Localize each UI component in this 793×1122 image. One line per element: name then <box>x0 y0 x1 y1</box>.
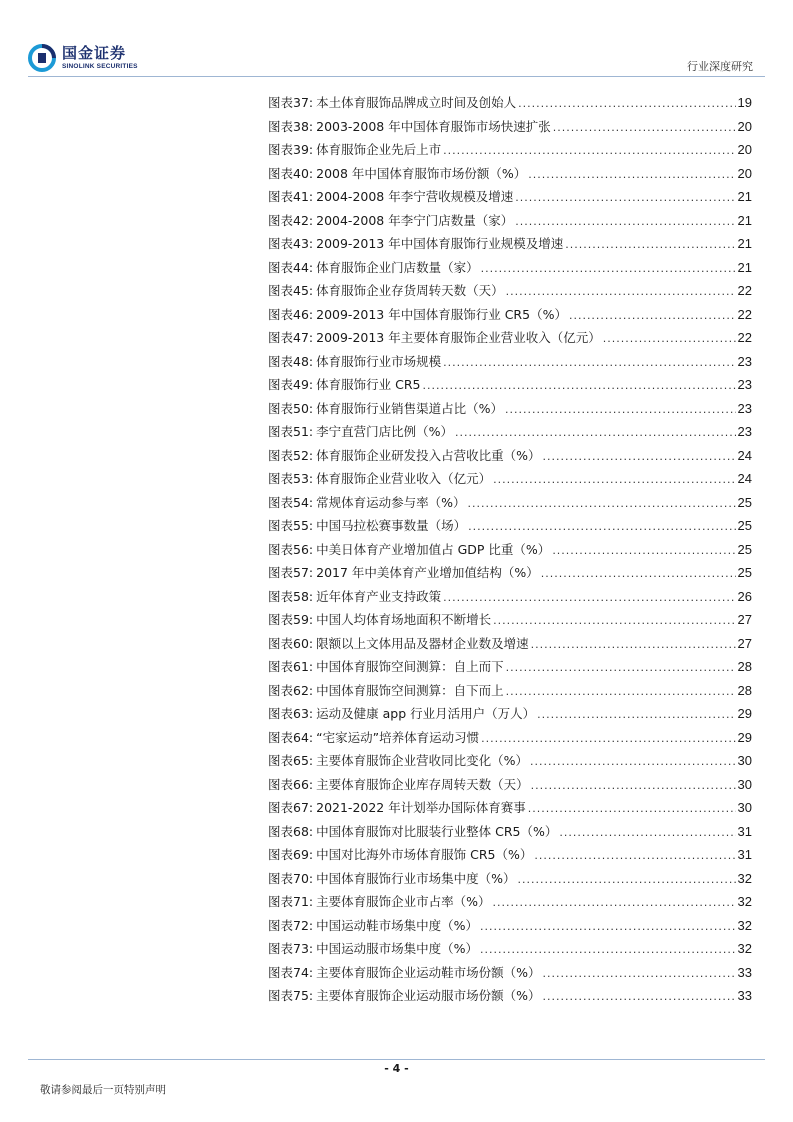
toc-entry-page: 25 <box>737 494 752 510</box>
logo-english-name: SINOLINK SECURITIES <box>62 62 138 70</box>
toc-entry[interactable] <box>268 610 752 634</box>
toc-entry[interactable] <box>268 493 752 517</box>
toc-entry-leader <box>481 732 735 745</box>
toc-entry-leader <box>443 591 735 604</box>
toc-entry-page: 30 <box>737 776 752 792</box>
toc-entry[interactable] <box>268 587 752 611</box>
toc-entry-label: 图表43: <box>268 236 314 251</box>
toc-entry-page: 19 <box>737 95 752 110</box>
toc-entry-leader <box>443 144 735 157</box>
toc-entry-label: 图表40: <box>268 165 314 181</box>
toc-entry-label: 图表55: <box>268 518 314 533</box>
toc-entry-page: 22 <box>737 283 752 298</box>
toc-entry-title: 2008 年中国体育服饰市场份额（%） <box>316 165 527 181</box>
toc-entry[interactable] <box>268 352 752 376</box>
toc-entry[interactable] <box>268 681 752 705</box>
toc-entry[interactable] <box>268 305 752 329</box>
toc-entry[interactable] <box>268 704 752 728</box>
toc-entry-title: 体育服饰企业营业收入（亿元） <box>316 471 492 486</box>
toc-entry-leader <box>531 779 736 792</box>
toc-entry-title: 2003-2008 年中国体育服饰市场快速扩张 <box>316 118 551 134</box>
toc-entry-page: 28 <box>737 659 752 674</box>
toc-entry[interactable] <box>268 516 752 540</box>
toc-entry-page: 20 <box>737 142 752 157</box>
toc-entry-leader <box>480 943 736 956</box>
toc-entry-leader <box>518 97 735 110</box>
toc-entry-label: 图表71: <box>268 894 314 909</box>
toc-entry-leader <box>468 497 736 510</box>
toc-entry-label: 图表73: <box>268 941 314 956</box>
toc-entry-page: 22 <box>737 306 752 322</box>
toc-entry[interactable] <box>268 93 752 117</box>
toc-entry-title: 2009-2013 年主要体育服饰企业营业收入（亿元） <box>316 330 601 345</box>
toc-entry-page: 32 <box>737 917 752 933</box>
toc-entry-label: 图表51: <box>268 424 314 439</box>
toc-entry-leader <box>506 661 736 674</box>
toc-entry-leader <box>468 520 735 533</box>
toc-entry-label: 图表67: <box>268 800 314 815</box>
toc-entry-label: 图表75: <box>268 988 314 1003</box>
toc-entry[interactable] <box>268 892 752 916</box>
toc-entry-leader <box>531 638 736 651</box>
toc-entry-title: 2004-2008 年李宁营收规模及增速 <box>316 189 514 204</box>
toc-entry-page: 20 <box>737 165 752 181</box>
toc-entry-leader <box>543 450 736 463</box>
toc-entry-label: 图表49: <box>268 377 314 392</box>
toc-entry-page: 21 <box>737 259 752 275</box>
toc-entry-title: 体育服饰行业 CR5 <box>316 377 421 392</box>
toc-entry-label: 图表57: <box>268 565 314 580</box>
toc-entry-page: 29 <box>737 706 752 721</box>
toc-entry-page: 23 <box>737 353 752 369</box>
toc-entry-title: 2021-2022 年计划举办国际体育赛事 <box>316 800 526 815</box>
toc-entry[interactable] <box>268 258 752 282</box>
toc-entry-label: 图表38: <box>268 118 314 134</box>
toc-entry-title: 中国运动服市场集中度（%） <box>316 941 479 956</box>
toc-entry-page: 21 <box>737 212 752 228</box>
toc-entry-leader <box>543 967 736 980</box>
toc-entry[interactable] <box>268 117 752 141</box>
footer-divider <box>28 1059 765 1060</box>
toc-entry-label: 图表48: <box>268 353 314 369</box>
toc-entry[interactable] <box>268 375 752 399</box>
toc-entry-leader <box>565 238 735 251</box>
toc-entry-label: 图表58: <box>268 588 314 604</box>
toc-entry-leader <box>443 356 735 369</box>
toc-entry-page: 21 <box>737 189 752 204</box>
toc-entry[interactable] <box>268 751 752 775</box>
toc-entry[interactable] <box>268 328 752 352</box>
toc-entry-title: 2017 年中美体育产业增加值结构（%） <box>316 565 539 580</box>
toc-entry-page: 24 <box>737 447 752 463</box>
toc-entry-label: 图表68: <box>268 823 314 839</box>
toc-entry[interactable] <box>268 775 752 799</box>
toc-entry-label: 图表60: <box>268 635 314 651</box>
toc-entry-leader <box>518 873 736 886</box>
toc-entry-label: 图表45: <box>268 283 314 298</box>
toc-entry-leader <box>553 121 736 134</box>
sinolink-logo-icon <box>28 44 56 72</box>
toc-entry[interactable] <box>268 540 752 564</box>
toc-entry-leader <box>480 920 736 933</box>
toc-entry-label: 图表56: <box>268 541 314 557</box>
toc-entry-title: 中国体育服饰行业市场集中度（%） <box>316 870 516 886</box>
toc-entry-title: 体育服饰企业门店数量（家） <box>316 259 479 275</box>
toc-entry-leader <box>552 544 735 557</box>
toc-entry-title: 常规体育运动参与率（%） <box>316 494 466 510</box>
toc-entry-label: 图表47: <box>268 330 314 345</box>
toc-entry-page: 24 <box>737 471 752 486</box>
toc-entry-title: 中国体育服饰空间测算：自下而上 <box>316 682 504 698</box>
toc-entry-title: 中国体育服饰对比服装行业整体 CR5（%） <box>316 823 558 839</box>
toc-entry-title: 运动及健康 app 行业月活用户（万人） <box>316 706 536 721</box>
logo-chinese-name: 国金证券 <box>62 43 127 62</box>
toc-entry-leader <box>534 849 735 862</box>
toc-entry-leader <box>569 309 736 322</box>
toc-entry-page: 23 <box>737 400 752 416</box>
toc-entry-leader <box>541 567 736 580</box>
page-number: - 4 - <box>384 1062 409 1075</box>
toc-entry-leader <box>506 285 736 298</box>
toc-entry-title: 体育服饰企业存货周转天数（天） <box>316 283 504 298</box>
toc-entry-page: 25 <box>737 518 752 533</box>
toc-entry-label: 图表44: <box>268 259 314 275</box>
toc-entry-page: 27 <box>737 635 752 651</box>
toc-entry-title: 中国人均体育场地面积不断增长 <box>316 612 492 627</box>
toc-entry-page: 33 <box>737 988 752 1003</box>
toc-entry-label: 图表74: <box>268 964 314 980</box>
toc-entry-page: 28 <box>737 682 752 698</box>
table-of-figures <box>268 93 752 1010</box>
toc-entry-title: 中国对比海外市场体育服饰 CR5（%） <box>316 847 533 862</box>
toc-entry[interactable] <box>268 140 752 164</box>
toc-entry[interactable] <box>268 469 752 493</box>
toc-entry-leader <box>559 826 735 839</box>
toc-entry[interactable] <box>268 986 752 1010</box>
toc-entry-page: 25 <box>737 541 752 557</box>
toc-entry-label: 图表72: <box>268 917 314 933</box>
toc-entry[interactable] <box>268 869 752 893</box>
toc-entry-label: 图表63: <box>268 706 314 721</box>
toc-entry[interactable] <box>268 822 752 846</box>
toc-entry-page: 23 <box>737 424 752 439</box>
toc-entry-title: 中美日体育产业增加值占 GDP 比重（%） <box>316 541 551 557</box>
toc-entry-title: 主要体育服饰企业市占率（%） <box>316 894 491 909</box>
toc-entry-leader <box>505 403 736 416</box>
toc-entry[interactable] <box>268 211 752 235</box>
toc-entry-leader <box>530 755 736 768</box>
toc-entry-label: 图表62: <box>268 682 314 698</box>
toc-entry-leader <box>528 168 735 181</box>
toc-entry[interactable] <box>268 281 752 305</box>
toc-entry-title: 中国马拉松赛事数量（场） <box>316 518 467 533</box>
toc-entry-page: 21 <box>737 236 752 251</box>
toc-entry[interactable] <box>268 657 752 681</box>
toc-entry-page: 32 <box>737 941 752 956</box>
toc-entry[interactable] <box>268 728 752 752</box>
toc-entry-page: 32 <box>737 894 752 909</box>
toc-entry-page: 22 <box>737 330 752 345</box>
toc-entry-page: 33 <box>737 964 752 980</box>
toc-entry-page: 23 <box>737 377 752 392</box>
toc-entry-leader <box>515 191 735 204</box>
toc-entry-title: 主要体育服饰企业运动鞋市场份额（%） <box>316 964 541 980</box>
toc-entry[interactable] <box>268 187 752 211</box>
toc-entry-leader <box>537 708 735 721</box>
toc-entry-title: 李宁直营门店比例（%） <box>316 424 454 439</box>
report-type: 行业深度研究 <box>687 60 753 73</box>
toc-entry-title: 体育服饰行业市场规模 <box>316 353 442 369</box>
toc-entry-label: 图表59: <box>268 612 314 627</box>
toc-entry-label: 图表53: <box>268 471 314 486</box>
toc-entry-leader <box>493 896 736 909</box>
toc-entry-page: 30 <box>737 800 752 815</box>
page-header <box>0 0 793 80</box>
disclaimer-text: 敬请参阅最后一页特别声明 <box>40 1084 166 1096</box>
toc-entry-title: 主要体育服饰企业运动服市场份额（%） <box>316 988 541 1003</box>
toc-entry-page: 31 <box>737 823 752 839</box>
toc-entry-page: 32 <box>737 870 752 886</box>
toc-entry-title: 体育服饰企业先后上市 <box>316 142 442 157</box>
company-logo <box>28 44 138 72</box>
toc-entry[interactable] <box>268 634 752 658</box>
toc-entry-leader <box>528 802 736 815</box>
toc-entry-title: “宅家运动”培养体育运动习惯 <box>316 729 480 745</box>
toc-entry-title: 近年体育产业支持政策 <box>316 588 442 604</box>
toc-entry-title: 2004-2008 年李宁门店数量（家） <box>316 212 514 228</box>
toc-entry[interactable] <box>268 399 752 423</box>
toc-entry-title: 体育服饰企业研发投入占营收比重（%） <box>316 447 541 463</box>
toc-entry[interactable] <box>268 563 752 587</box>
toc-entry-label: 图表64: <box>268 729 314 745</box>
toc-entry-leader <box>515 215 735 228</box>
toc-entry-title: 体育服饰行业销售渠道占比（%） <box>316 400 504 416</box>
toc-entry-page: 26 <box>737 588 752 604</box>
toc-entry-label: 图表50: <box>268 400 314 416</box>
toc-entry[interactable] <box>268 939 752 963</box>
toc-entry-leader <box>422 379 735 392</box>
toc-entry[interactable] <box>268 164 752 188</box>
toc-entry-title: 中国体育服饰空间测算：自上而下 <box>316 659 504 674</box>
toc-entry-label: 图表70: <box>268 870 314 886</box>
toc-entry-title: 主要体育服饰企业库存周转天数（天） <box>316 776 529 792</box>
toc-entry-label: 图表54: <box>268 494 314 510</box>
toc-entry[interactable] <box>268 422 752 446</box>
toc-entry-page: 29 <box>737 729 752 745</box>
toc-entry-label: 图表42: <box>268 212 314 228</box>
toc-entry-title: 2009-2013 年中国体育服饰行业 CR5（%） <box>316 306 567 322</box>
toc-entry[interactable] <box>268 798 752 822</box>
toc-entry-leader <box>493 473 735 486</box>
toc-entry-page: 20 <box>737 118 752 134</box>
toc-entry-label: 图表66: <box>268 776 314 792</box>
toc-entry-page: 30 <box>737 753 752 768</box>
toc-entry-label: 图表39: <box>268 142 314 157</box>
toc-entry-page: 27 <box>737 612 752 627</box>
toc-entry-leader <box>543 990 736 1003</box>
toc-entry[interactable] <box>268 845 752 869</box>
toc-entry-page: 25 <box>737 565 752 580</box>
toc-entry-leader <box>603 332 736 345</box>
toc-entry-label: 图表52: <box>268 447 314 463</box>
toc-entry-label: 图表65: <box>268 753 314 768</box>
toc-entry-label: 图表69: <box>268 847 314 862</box>
toc-entry-title: 中国运动鞋市场集中度（%） <box>316 917 479 933</box>
toc-entry-label: 图表41: <box>268 189 314 204</box>
toc-entry-leader <box>506 685 736 698</box>
toc-entry-leader <box>493 614 735 627</box>
toc-entry-leader <box>455 426 736 439</box>
toc-entry-leader <box>481 262 736 275</box>
toc-entry[interactable] <box>268 446 752 470</box>
toc-entry-title: 限额以上文体用品及器材企业数及增速 <box>316 635 529 651</box>
toc-entry-label: 图表37: <box>268 95 314 110</box>
toc-entry-title: 主要体育服饰企业营收同比变化（%） <box>316 753 529 768</box>
toc-entry[interactable] <box>268 963 752 987</box>
header-divider <box>28 76 765 77</box>
toc-entry-title: 本土体育服饰品牌成立时间及创始人 <box>316 95 517 110</box>
toc-entry-page: 31 <box>737 847 752 862</box>
toc-entry-label: 图表46: <box>268 306 314 322</box>
toc-entry[interactable] <box>268 916 752 940</box>
toc-entry[interactable] <box>268 234 752 258</box>
toc-entry-label: 图表61: <box>268 659 314 674</box>
toc-entry-title: 2009-2013 年中国体育服饰行业规模及增速 <box>316 236 564 251</box>
